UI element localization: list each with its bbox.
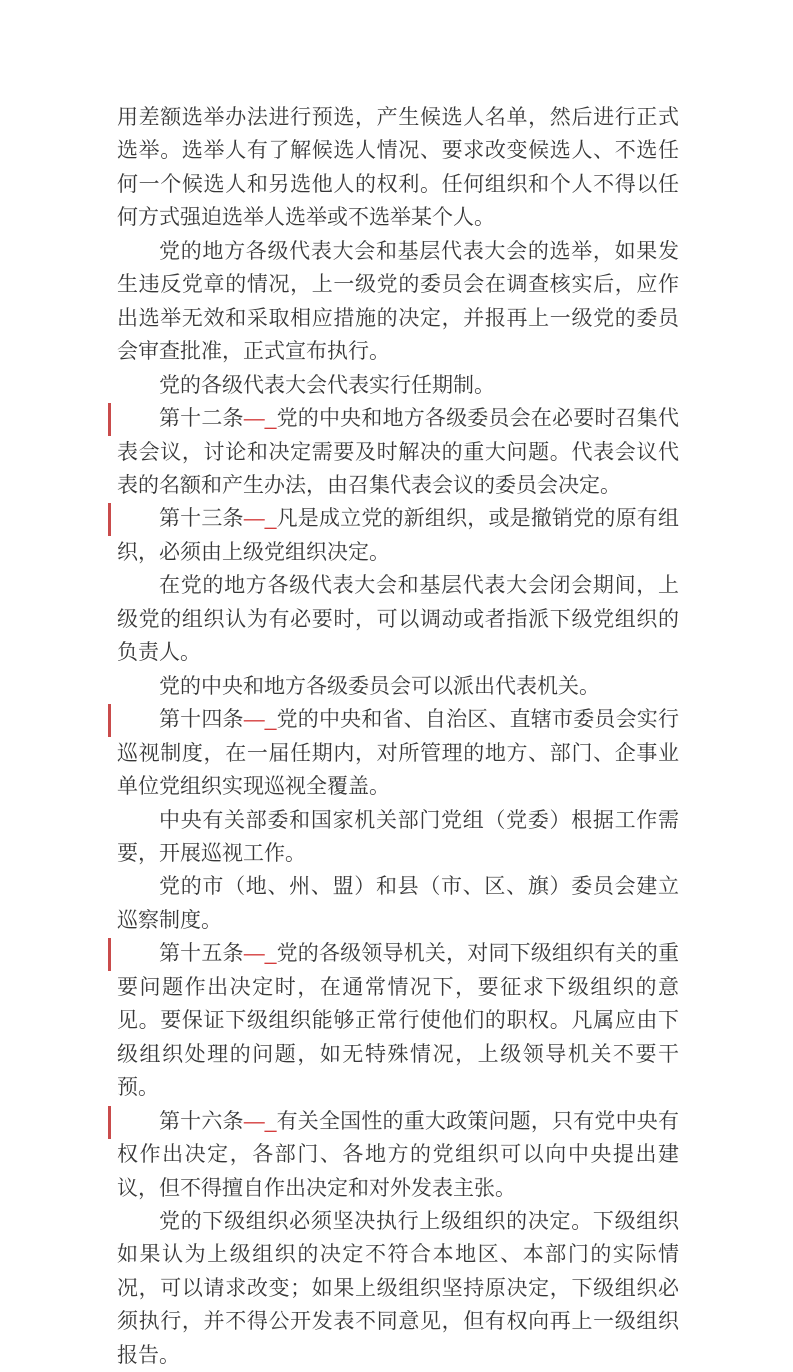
- paragraph-text: 党的中央和地方各级委员会在必要时召集代表会议，讨论和决定需要及时解决的重大问题。代表会议代表的名额和产生办法，由召集代表会议的委员会决定。: [117, 407, 679, 497]
- revision-dash: —: [243, 407, 265, 431]
- paragraph-text: 凡是成立党的新组织，或是撤销党的原有组织，必须由上级党组织决定。: [117, 507, 679, 564]
- article-number: 第十三条: [159, 507, 244, 531]
- paragraph-text: 党的各级代表大会代表实行任期制。: [159, 373, 495, 397]
- change-bar-icon: [108, 1106, 111, 1139]
- revision-dash: —: [243, 507, 265, 531]
- paragraph-text: 有关全国性的重大政策问题，只有党中央有权作出决定，各部门、各地方的党组织可以向中央提出建议，但不得擅自作出决定和对外发表主张。: [117, 1109, 679, 1200]
- body-paragraph: [117, 804, 679, 871]
- paragraph-text: 党的中央和省、自治区、直辖市委员会实行巡视制度，在一届任期内，对所管理的地方、部门、企事业单位党组织实现巡视全覆盖。: [117, 708, 679, 799]
- body-paragraph: [117, 101, 679, 235]
- change-bar-icon: [108, 704, 111, 737]
- body-paragraph: [117, 569, 679, 669]
- paragraph-text: 党的中央和地方各级委员会可以派出代表机关。: [159, 674, 600, 698]
- article-number: 第十四条: [159, 708, 244, 732]
- article-number: 第十五条: [159, 942, 244, 966]
- paragraph-text: 党的各级领导机关，对同下级组织有关的重要问题作出决定时，在通常情况下，要征求下级组织的意见。要保证下级组织能够正常行使他们的职权。凡属应由下级组织处理的问题，如无特殊情况，上级领导机关不要干预。: [117, 942, 679, 1100]
- change-bar-icon: [108, 938, 111, 971]
- revision-insert-mark: _: [264, 507, 277, 531]
- article-paragraph: [117, 1105, 679, 1205]
- article-paragraph: [117, 703, 679, 803]
- revision-insert-mark: _: [264, 942, 277, 966]
- body-paragraph: [117, 235, 679, 369]
- paragraph-text: 党的地方各级代表大会和基层代表大会的选举，如果发生违反党章的情况，上一级党的委员会在调查核实后，应作出选举无效和采取相应措施的决定，并报再上一级党的委员会审查批准，正式宣布执行。: [117, 239, 679, 364]
- revision-insert-mark: _: [264, 407, 277, 431]
- change-bar-icon: [108, 503, 111, 536]
- body-paragraph: [117, 1205, 679, 1372]
- paragraph-text: 党的下级组织必须坚决执行上级组织的决定。下级组织如果认为上级组织的决定不符合本地区、本部门的实际情况，可以请求改变；如果上级组织坚持原决定，下级组织必须执行，并不得公开发表不同意见，但有权向再上一级组织报告。: [117, 1209, 679, 1367]
- article-number: 第十二条: [159, 407, 244, 431]
- article-paragraph: [117, 937, 679, 1104]
- revision-dash: —: [243, 1109, 265, 1133]
- article-paragraph: [117, 502, 679, 569]
- body-paragraph: [117, 369, 679, 402]
- paragraph-text: 用差额选举办法进行预选，产生候选人名单，然后进行正式选举。选举人有了解候选人情况、要求改变候选人、不选任何一个候选人和另选他人的权利。任何组织和个人不得以任何方式强迫选举人选举或不选举某个人。: [117, 106, 679, 230]
- revision-dash: —: [243, 942, 265, 966]
- document-body: [117, 101, 679, 1372]
- revision-insert-mark: _: [264, 708, 277, 732]
- revision-dash: —: [243, 708, 265, 732]
- article-paragraph: [117, 402, 679, 502]
- paragraph-text: 党的市（地、州、盟）和县（市、区、旗）委员会建立巡察制度。: [117, 875, 679, 932]
- paragraph-text: 在党的地方各级代表大会和基层代表大会闭会期间，上级党的组织认为有必要时，可以调动或者指派下级党组织的负责人。: [117, 574, 679, 665]
- body-paragraph: [117, 870, 679, 937]
- body-paragraph: [117, 670, 679, 703]
- revision-insert-mark: _: [264, 1109, 277, 1133]
- change-bar-icon: [108, 403, 111, 436]
- article-number: 第十六条: [159, 1109, 244, 1133]
- paragraph-text: 中央有关部委和国家机关部门党组（党委）根据工作需要，开展巡视工作。: [117, 808, 679, 865]
